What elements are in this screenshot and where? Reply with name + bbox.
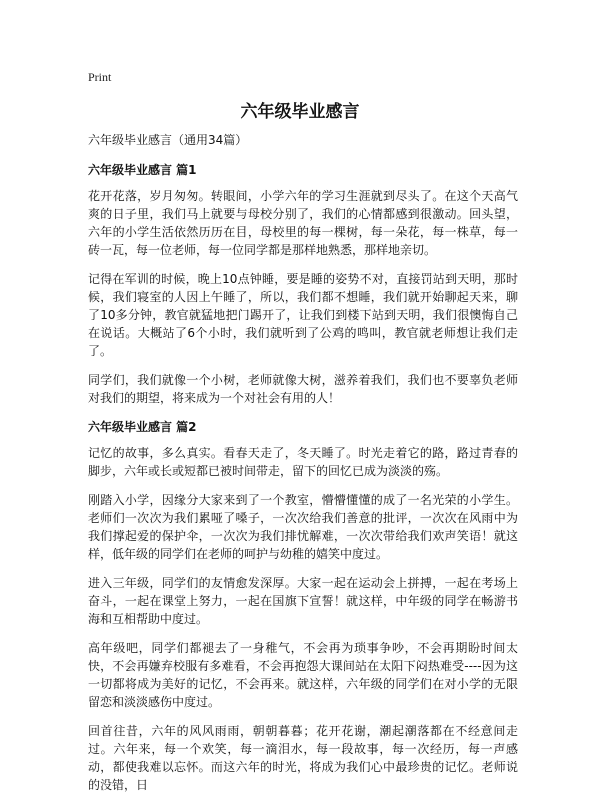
section-heading: 六年级毕业感言 篇2 — [88, 420, 197, 434]
paragraph: 回首往昔，六年的风风雨雨，朝朝暮暮；花开花谢，潮起潮落都在不经意间走过。六年来，每一个欢笑，每一滴泪水，每一段故事，每一次经历，每一声感动，都使我难以忘怀。而这六年的时光，将成为我们心中最珍贵的记忆。老师说的没错，日 — [88, 724, 518, 792]
page-title: 六年级毕业感言 — [240, 102, 360, 122]
paragraph: 记忆的故事，多么真实。看春天走了，冬天睡了。时光走着它的路，路过青春的脚步，六年或长或短都已被时间带走，留下的回忆已成为淡淡的殇。 — [88, 446, 518, 478]
essay-section-2 — [88, 418, 518, 794]
essay-section-1 — [88, 161, 518, 407]
paragraph: 刚踏入小学，因缘分大家来到了一个教室，懵懵懂懂的成了一名光荣的小学生。老师们一次次为我们累哑了嗓子，一次次给我们善意的批评，一次次在风雨中为我们撑起爱的保护伞，一次次为我们排忧解难，一次次带给我们欢声笑语！就这样，低年级的同学们在老师的呵护与幼稚的嬉笑中度过。 — [88, 493, 518, 561]
document-subtitle: 六年级毕业感言（通用34篇） — [88, 133, 248, 147]
paragraph: 花开花落，岁月匆匆。转眼间，小学六年的学习生涯就到尽头了。在这个天高气爽的日子里，我们马上就要与母校分别了，我们的心情都感到很激动。回头望，六年的小学生活依然历历在目，母校里的每一棵树，每一朵花，每一株草，每一砖一瓦，每一位老师，每一位同学都是那样地熟悉，那样地亲切。 — [88, 189, 518, 257]
document-body — [88, 131, 518, 805]
paragraph: 高年级吧，同学们都褪去了一身稚气，不会再为琐事争吵，不会再期盼时间太快，不会再嫌弃校服有多难看，不会再抱怨大课间站在太阳下闷热难受----因为这一切都将成为美好的记忆，不会再来。就这样，六年级的同学们在对小学的无限留恋和淡淡感伤中度过。 — [88, 641, 518, 709]
print-link[interactable]: Print — [88, 70, 112, 84]
paragraph: 进入三年级，同学们的友情愈发深厚。大家一起在运动会上拼搏，一起在考场上奋斗，一起在课堂上努力，一起在国旗下宣誓！就这样，中年级的同学在畅游书海和互相帮助中度过。 — [88, 576, 518, 626]
paragraph: 记得在军训的时候，晚上10点钟睡，要是睡的姿势不对，直接罚站到天明，那时候，我们寝室的人因上午睡了，所以，我们都不想睡，我们就开始聊起天来，聊了10多分钟，教官就猛地把门踢开了，让我们到楼下站到天明，我们很懊悔自己在说话。大概站了6个小时，我们就听到了公鸡的鸣叫，教官就老师想让我们走了。 — [88, 272, 518, 358]
paragraph: 同学们，我们就像一个小树，老师就像大树，滋养着我们，我们也不要辜负老师对我们的期望，将来成为一个对社会有用的人！ — [88, 373, 518, 405]
section-heading: 六年级毕业感言 篇1 — [88, 163, 197, 177]
